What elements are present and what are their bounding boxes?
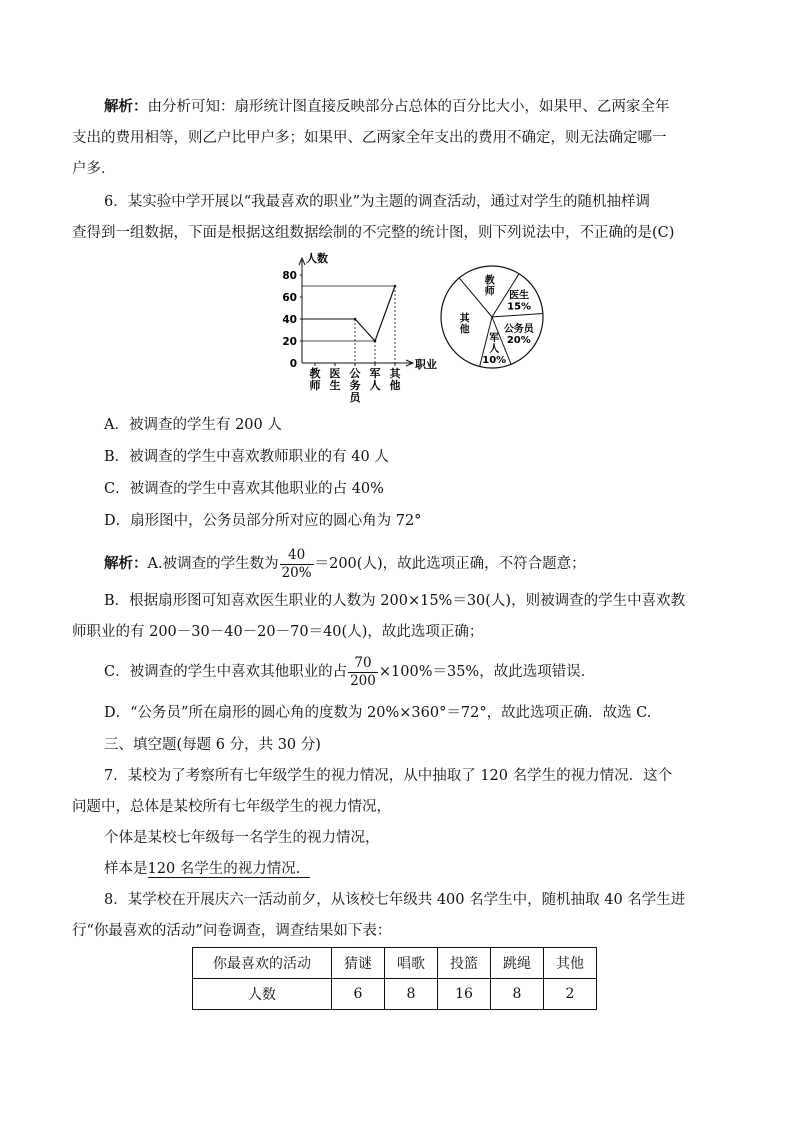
table-header-cell: 猜谜	[332, 948, 385, 979]
pie-slice-percent: 10%	[482, 355, 507, 367]
analysis-a-post: ＝200(人)，故此选项正确，不符合题意；	[314, 556, 586, 572]
table-header-cell: 投篮	[438, 948, 491, 979]
fraction-a-denominator: 20%	[281, 564, 312, 581]
table-cell: 2	[544, 979, 597, 1010]
analysis-a-label: 解析：	[104, 555, 148, 572]
section-3-heading: 三、填空题(每题 6 分，共 30 分)	[104, 737, 321, 753]
x-tick-label: 军	[369, 367, 381, 380]
table-row	[193, 979, 597, 1010]
series-line	[355, 286, 395, 341]
y-tick-label: 20	[282, 336, 297, 348]
question-6-line-2: 查得到一组数据，下面是根据这组数据绘制的不完整的统计图，则下列说法中，不正确的是(C)	[72, 225, 675, 241]
x-tick-label: 公	[349, 367, 361, 380]
analysis-a	[104, 545, 586, 583]
y-axis-label: 人数	[306, 252, 328, 265]
option-d: D．扇形图中，公务员部分所对应的圆心角为 72°	[104, 513, 422, 529]
fraction-c-denominator: 200	[350, 672, 376, 689]
analysis-b-line-1: B．根据扇形图可知喜欢医生职业的人数为 200×15%＝30(人)，则被调查的学生中喜欢教	[104, 593, 686, 609]
analysis-line-2: 支出的费用相等，则乙户比甲户多；如果甲、乙两家全年支出的费用不确定，则无法确定哪一	[72, 130, 667, 146]
sample-label: 样本是	[104, 861, 148, 877]
analysis-line-3: 户多．	[72, 161, 116, 177]
x-tick-label: 务	[349, 379, 361, 392]
x-axis-label: 职业	[415, 358, 437, 371]
fraction-c-numerator: 70	[348, 655, 378, 673]
analysis-b-line-2: 师职业的有 200－30－40－20－70＝40(人)，故此选项正确；	[72, 624, 484, 640]
question-7-line-1: 7．某校为了考察所有七年级学生的视力情况，从中抽取了 120 名学生的视力情况．这个	[104, 768, 673, 784]
x-tick-label: 其	[389, 367, 401, 380]
table-cell: 8	[491, 979, 544, 1010]
table-cell: 人数	[193, 979, 332, 1010]
option-a: A．被调查的学生有 200 人	[104, 417, 282, 433]
question-7-line-3: 个体是某校七年级每一名学生的视力情况，	[104, 830, 380, 846]
pie-slice-label: 其	[459, 313, 470, 325]
x-tick-label: 人	[369, 379, 381, 392]
table-header-row	[193, 948, 597, 979]
analysis-c-pre: C．被调查的学生中喜欢其他职业的占	[104, 664, 348, 680]
analysis-d: D．“公务员”所在扇形的圆心角的度数为 20%×360°＝72°，故此选项正确．故选 C.	[104, 705, 652, 721]
question-7-line-4	[104, 859, 310, 879]
question-7-line-2: 问题中，总体是某校所有七年级学生的视力情况，	[72, 799, 391, 815]
pie-slice-label: 教	[484, 275, 495, 287]
pie-slice-label: 师	[484, 286, 495, 298]
pie-slice-percent: 20%	[506, 334, 531, 346]
analysis-a-pre: A.被调查的学生数为	[147, 556, 279, 572]
x-tick-label: 医	[329, 367, 341, 380]
y-tick-label: 80	[282, 270, 297, 282]
question-8-line-2: 行“你最喜欢的活动”问卷调查，调查结果如下表：	[72, 923, 392, 939]
option-b: B．被调查的学生中喜欢教师职业的有 40 人	[104, 449, 389, 465]
table-header-cell: 你最喜欢的活动	[193, 948, 332, 979]
question-8-line-1: 8．某学校在开展庆六一活动前夕，从该校七年级共 400 名学生中，随机抽取 40 名学生进	[104, 892, 686, 908]
analysis-label: 解析：	[104, 98, 148, 115]
table-header-cell: 跳绳	[491, 948, 544, 979]
data-point	[374, 340, 377, 343]
data-point	[354, 318, 357, 321]
fraction-a	[280, 547, 314, 582]
analysis-text: 由分析可知：扇形统计图直接反映部分占总体的百分比大小，如果甲、乙两家全年	[147, 99, 670, 115]
option-c: C．被调查的学生中喜欢其他职业的占 40%	[104, 481, 384, 497]
y-tick-label: 40	[282, 314, 297, 326]
x-tick-label: 员	[349, 391, 361, 404]
table-cell: 8	[385, 979, 438, 1010]
y-tick-label: 0	[289, 358, 297, 370]
table-header-cell: 其他	[544, 948, 597, 979]
line-chart	[270, 250, 450, 410]
analysis-c-post: ×100%＝35%，故此选项错误．	[378, 664, 596, 680]
sample-answer: 120 名学生的视力情况．	[147, 861, 311, 877]
table-cell: 16	[438, 979, 491, 1010]
table-cell: 6	[332, 979, 385, 1010]
pie-chart	[438, 263, 546, 371]
analysis-c	[104, 653, 595, 691]
table-header-cell: 唱歌	[385, 948, 438, 979]
pie-slice-label: 医生	[509, 290, 530, 302]
pie-slice-percent: 15%	[507, 301, 532, 313]
survey-table	[192, 947, 597, 1010]
x-tick-label: 生	[329, 379, 341, 392]
pie-slice-label: 公务员	[503, 323, 534, 335]
pie-slice-label: 军	[489, 333, 500, 345]
pie-slice-label: 他	[459, 324, 470, 336]
x-tick-label: 教	[309, 367, 321, 380]
y-tick-label: 60	[282, 292, 297, 304]
question-6-line-1: 6．某实验中学开展以“我最喜欢的职业”为主题的调查活动，通过对学生的随机抽样调	[104, 194, 651, 210]
fraction-a-numerator: 40	[280, 547, 314, 565]
x-tick-label: 师	[309, 379, 321, 392]
analysis-paragraph-1	[104, 97, 670, 117]
fraction-c	[348, 655, 378, 690]
data-point	[394, 285, 397, 288]
x-tick-label: 他	[389, 379, 401, 392]
pie-slice-label: 人	[489, 344, 500, 356]
